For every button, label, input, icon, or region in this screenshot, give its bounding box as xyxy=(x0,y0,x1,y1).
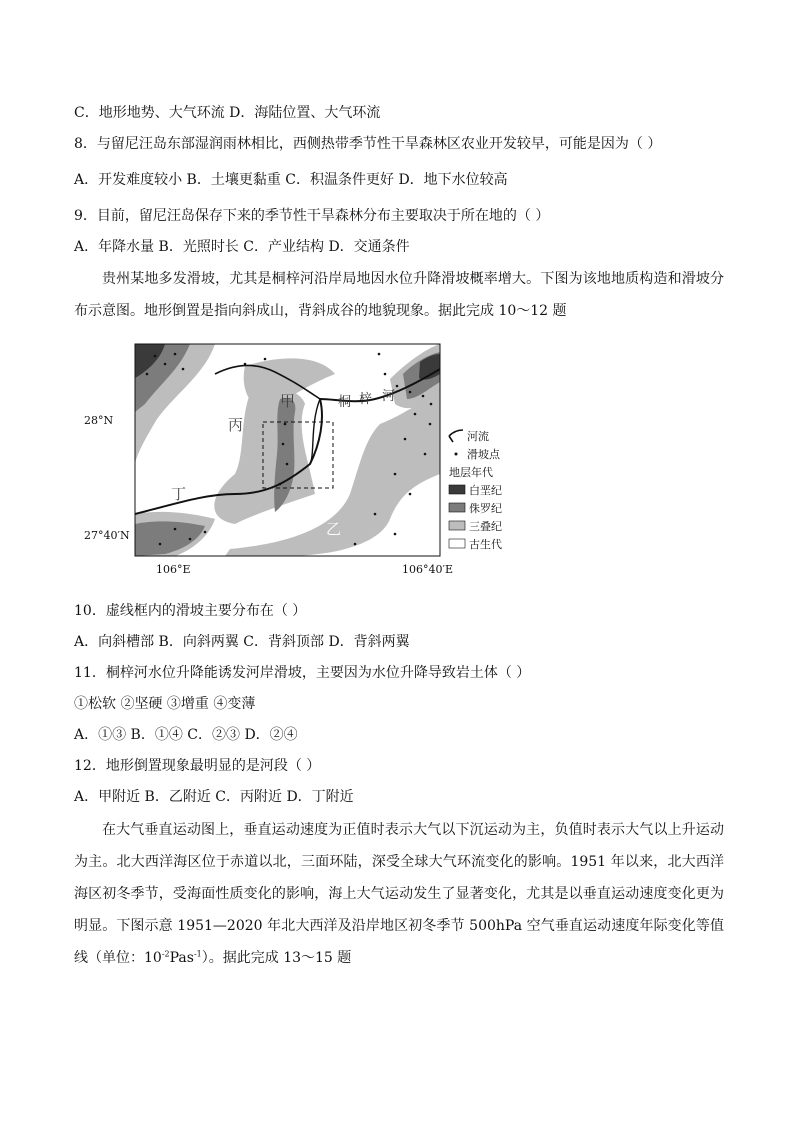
q8-options: A．开发难度较小 B．土壤更黏重 C．积温条件更好 D．地下水位较高 xyxy=(74,172,508,188)
unit-pas: Pas xyxy=(169,950,194,966)
legend-jurassic: 侏罗纪 xyxy=(469,502,502,515)
unit-exponent-1: -2 xyxy=(161,949,170,959)
map-legend xyxy=(449,429,502,551)
legend-strata-title: 地层年代 xyxy=(449,466,493,479)
legend-landslide-icon xyxy=(455,453,458,456)
legend-paleozoic: 古生代 xyxy=(469,538,502,551)
question-11: 11．桐梓河水位升降能诱发河岸滑坡，主要因为水位升降导致岩土体（ ） xyxy=(74,665,531,681)
question-10: 10．虚线框内的滑坡主要分布在（ ） xyxy=(74,603,307,619)
passage-vertical-motion xyxy=(74,814,724,974)
legend-triassic-swatch xyxy=(449,521,465,530)
map-lon-left: 106°E xyxy=(156,563,191,576)
map-river-char-1: 桐 xyxy=(338,395,352,410)
legend-paleozoic-swatch xyxy=(449,539,465,548)
map-lat-bottom: 27°40′N xyxy=(84,529,130,542)
legend-river: 河流 xyxy=(467,430,489,443)
legend-river-icon xyxy=(449,430,463,442)
map-label-jia: 甲 xyxy=(280,392,296,410)
passage-landslide: 贵州某地多发滑坡，尤其是桐梓河沿岸局地因水位升降滑坡概率增大。下图为该地地质构造和滑坡分布示意图。地形倒置是指向斜成山，背斜成谷的地貌现象。据此完成 10～12 题 xyxy=(74,271,724,319)
legend-jurassic-swatch xyxy=(449,503,465,512)
map-river-char-3: 河 xyxy=(382,389,396,404)
legend-landslide: 滑坡点 xyxy=(467,448,500,461)
map-label-yi: 乙 xyxy=(326,520,342,538)
unit-exponent-2: -1 xyxy=(193,949,202,959)
q7-options: C．地形地势、大气环流 D．海陆位置、大气环流 xyxy=(74,105,381,121)
question-9: 9．目前，留尼汪岛保存下来的季节性干旱森林分布主要取决于所在地的（ ） xyxy=(74,208,550,224)
map-lon-right: 106°40′E xyxy=(402,563,454,576)
passage-2-text: 在大气垂直运动图上，垂直运动速度为正值时表示大气以下沉运动为主，负值时表示大气以上升运动为主。北大西洋海区位于赤道以北，三面环陆，深受全球大气环流变化的影响。1951 年以来，北大西洋海区初冬季节，受海面性质变化的影响，海上大气运动发生了显著变化，尤其是以垂直运动速度变化更为明显。下图示意 1951—2020 年北大西洋及沿岸地区初冬季节 500hPa 空气垂直运动速度年际变化等值线（单位：10 xyxy=(74,822,724,966)
question-8: 8．与留尼汪岛东部湿润雨林相比，西侧热带季节性干旱森林区农业开发较早，可能是因为（ ） xyxy=(74,136,662,152)
legend-cretaceous: 白垩纪 xyxy=(469,484,502,497)
q10-options: A．向斜槽部 B．向斜两翼 C．背斜顶部 D．背斜两翼 xyxy=(74,634,410,650)
legend-cretaceous-swatch xyxy=(449,485,465,494)
legend-triassic: 三叠纪 xyxy=(469,520,502,533)
passage-2-tail: ）。据此完成 13～15 题 xyxy=(201,950,352,966)
q9-options: A．年降水量 B．光照时长 C．产业结构 D．交通条件 xyxy=(74,239,410,255)
q12-options: A．甲附近 B．乙附近 C．丙附近 D．丁附近 xyxy=(74,789,354,805)
map-label-ding: 丁 xyxy=(171,485,187,503)
map-label-bing: 丙 xyxy=(228,416,244,434)
q11-items: ①松软 ②坚硬 ③增重 ④变薄 xyxy=(74,696,256,712)
question-12: 12．地形倒置现象最明显的是河段（ ） xyxy=(74,758,321,774)
geologic-structure-map xyxy=(80,338,530,590)
q11-options: A．①③ B．①④ C．②③ D．②④ xyxy=(74,727,298,743)
map-river-char-2: 梓 xyxy=(359,392,373,407)
map-lat-top: 28°N xyxy=(84,414,114,427)
map-frame-group xyxy=(135,344,440,556)
